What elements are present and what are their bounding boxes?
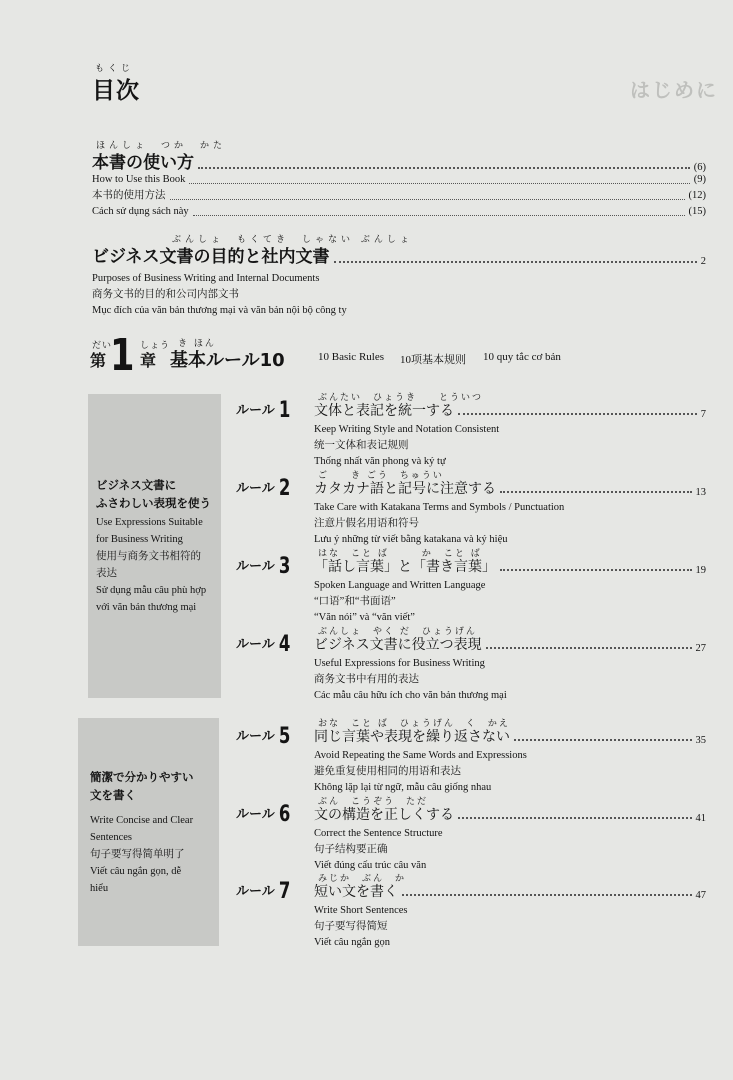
rule-en: Spoken Language and Written Language bbox=[314, 580, 486, 591]
rule-en: Correct the Sentence Structure bbox=[314, 828, 443, 839]
rule-ruby: おな こと ば ひょうげん く かえ bbox=[318, 719, 510, 729]
rule-group-box-concise bbox=[78, 718, 219, 946]
leader-dots bbox=[193, 215, 685, 216]
rule-number: 1 bbox=[278, 398, 291, 423]
group-title-line: ふさわしい表現を使う bbox=[96, 496, 211, 510]
rule-ruby: ご き ごう ちゅうい bbox=[318, 471, 444, 481]
rule-en: Avoid Repeating the Same Words and Expressions bbox=[314, 750, 527, 761]
page-number: 13 bbox=[695, 487, 706, 498]
rule-word: ルール bbox=[236, 403, 275, 418]
rule-zh: 避免重复使用相同的用语和表达 bbox=[314, 766, 461, 777]
rule-zh: 统一文体和表记规则 bbox=[314, 440, 409, 451]
rule-number: 7 bbox=[278, 879, 291, 904]
toc-entry-sub[interactable] bbox=[92, 188, 706, 204]
rule-title-row bbox=[314, 478, 706, 498]
leader-dots bbox=[458, 413, 697, 415]
group-line: hiểu bbox=[90, 883, 109, 894]
leader-dots bbox=[334, 261, 697, 263]
rule-label bbox=[236, 554, 292, 579]
rule-vi: Lưu ý những từ viết bằng katakana và ký hiệu bbox=[314, 534, 508, 545]
chapter-heading bbox=[90, 330, 690, 380]
rule-vi: “Văn nói” và “văn viết” bbox=[314, 612, 415, 623]
group-title-line: 文を書く bbox=[90, 788, 136, 802]
section-sub-en: Purposes of Business Writing and Internal Documents bbox=[92, 273, 320, 284]
rule-entry[interactable] bbox=[236, 471, 706, 550]
rule-zh: 商务文书中有用的表达 bbox=[314, 674, 419, 685]
rule-word: ルール bbox=[236, 559, 275, 574]
leader-dots bbox=[189, 183, 689, 184]
rule-title: 「話し言葉」と「書き言葉」 bbox=[314, 559, 496, 575]
section-ruby: ほんしょ つか かた bbox=[96, 141, 227, 151]
rule-title-row bbox=[314, 804, 706, 824]
rule-title: カタカナ語と記号に注意する bbox=[314, 481, 496, 497]
rule-label bbox=[236, 802, 292, 827]
page-number: 7 bbox=[700, 409, 706, 420]
rule-label bbox=[236, 476, 292, 501]
rule-en: Useful Expressions for Business Writing bbox=[314, 658, 485, 669]
section-sub-vi: Mục đích của văn bản thương mại và văn bản nội bộ công ty bbox=[92, 305, 347, 316]
rule-ruby: ぶん こうぞう ただ bbox=[318, 797, 429, 807]
rule-ruby: はな こと ば か こと ば bbox=[318, 549, 482, 559]
section-ruby: ぶんしょ もくてき しゃない ぶんしょ bbox=[172, 235, 413, 245]
page-number: 2 bbox=[700, 256, 706, 267]
toc-entry-how-to-use[interactable] bbox=[92, 148, 706, 173]
rule-word: ルール bbox=[236, 884, 275, 899]
chapter-title-zh: 10项基本规则 bbox=[400, 354, 466, 366]
group-line: Sử dụng mẫu câu phù hợp bbox=[96, 585, 207, 596]
rule-ruby: ぶんたい ひょうき とういつ bbox=[318, 393, 484, 403]
rule-en: Write Short Sentences bbox=[314, 905, 408, 916]
rule-ruby: ぶんしょ やく だ ひょうげん bbox=[318, 627, 477, 637]
rule-number: 4 bbox=[278, 632, 291, 657]
group-title-line: 簡潔で分かりやすい bbox=[90, 770, 194, 784]
leader-dots bbox=[500, 569, 692, 571]
rule-word: ルール bbox=[236, 729, 275, 744]
rule-title: 文体と表記を統一する bbox=[314, 403, 454, 419]
rule-entry[interactable] bbox=[236, 627, 706, 706]
section-sub-zh: 商务文书的目的和公司内部文书 bbox=[92, 289, 239, 300]
rule-number: 5 bbox=[278, 724, 291, 749]
leader-dots bbox=[198, 167, 690, 169]
chapter-title-vi: 10 quy tắc cơ bản bbox=[483, 351, 561, 363]
page-number: 47 bbox=[695, 890, 706, 901]
section-title: ビジネス文書の目的と社内文書 bbox=[92, 247, 330, 267]
rule-label bbox=[236, 398, 292, 423]
page-number: 35 bbox=[695, 735, 706, 746]
rule-title: 短い文を書く bbox=[314, 884, 398, 900]
chapter-shou-ruby: しょう bbox=[140, 341, 171, 351]
right-page-edge-text: はじめに bbox=[630, 78, 718, 102]
rule-number: 3 bbox=[278, 554, 291, 579]
rule-title: 文の構造を正しくする bbox=[314, 807, 454, 823]
rule-title-row bbox=[314, 881, 706, 901]
section-title: 本書の使い方 bbox=[92, 153, 194, 173]
leader-dots bbox=[402, 894, 692, 896]
rule-number: 6 bbox=[278, 802, 291, 827]
page-number: 19 bbox=[695, 565, 706, 576]
group-line: for Business Writing bbox=[96, 534, 183, 545]
rule-vi: Các mẫu câu hữu ích cho văn bản thương mại bbox=[314, 690, 507, 701]
rule-label bbox=[236, 632, 292, 657]
rule-entry[interactable] bbox=[236, 393, 706, 472]
rule-word: ルール bbox=[236, 807, 275, 822]
rule-entry[interactable] bbox=[236, 719, 706, 798]
leader-dots bbox=[486, 647, 692, 649]
rule-title: ビジネス文書に役立つ表現 bbox=[314, 637, 482, 653]
group-line: Viết câu ngắn gọn, dễ bbox=[90, 866, 182, 877]
group-line: với văn bản thương mại bbox=[96, 602, 197, 613]
toc-entry-purposes[interactable] bbox=[92, 242, 706, 267]
toc-entry-sub[interactable] bbox=[92, 204, 706, 220]
rule-title-row bbox=[314, 634, 706, 654]
rule-title-row bbox=[314, 400, 706, 420]
sub-title: Cách sử dụng sách này bbox=[92, 206, 189, 217]
toc-title: 目次 bbox=[92, 78, 140, 104]
leader-dots bbox=[514, 739, 692, 741]
rule-zh: “口语”和“书面语” bbox=[314, 596, 396, 607]
rule-zh: 句子要写得简短 bbox=[314, 921, 388, 932]
chapter-shou: 章 bbox=[140, 351, 157, 370]
leader-dots bbox=[458, 817, 692, 819]
rule-vi: Viết đúng cấu trúc câu văn bbox=[314, 860, 427, 871]
rule-word: ルール bbox=[236, 637, 275, 652]
group-title-line: ビジネス文書に bbox=[96, 478, 177, 492]
page-number: 27 bbox=[695, 643, 706, 654]
rule-number: 2 bbox=[278, 476, 291, 501]
group-line: 使用与商务文书相符的 bbox=[96, 551, 201, 562]
rule-zh: 句子结构要正确 bbox=[314, 844, 388, 855]
chapter-number: 1 bbox=[110, 330, 135, 381]
group-line: Write Concise and Clear bbox=[90, 815, 194, 826]
page-number: (9) bbox=[693, 174, 706, 185]
rule-vi: Viết câu ngắn gọn bbox=[314, 937, 391, 948]
page-number: (12) bbox=[688, 190, 706, 201]
rule-title-row bbox=[314, 726, 706, 746]
rule-vi: Không lặp lại từ ngữ, mẫu câu giống nhau bbox=[314, 782, 492, 793]
chapter-title-en: 10 Basic Rules bbox=[318, 351, 384, 363]
chapter-title: 基本ルール10 bbox=[170, 350, 285, 371]
leader-dots bbox=[500, 491, 692, 493]
chapter-dai: 第 bbox=[90, 351, 107, 370]
rule-en: Take Care with Katakana Terms and Symbols / Punctuation bbox=[314, 502, 565, 513]
chapter-title-ruby: き ほん bbox=[178, 339, 216, 349]
group-line: 句子要写得简单明了 bbox=[90, 849, 185, 860]
rule-label bbox=[236, 724, 292, 749]
rule-title: 同じ言葉や表現を繰り返さない bbox=[314, 729, 510, 745]
rule-zh: 注意片假名用语和符号 bbox=[314, 518, 419, 529]
leader-dots bbox=[170, 199, 685, 200]
toc-entry-sub[interactable] bbox=[92, 172, 706, 188]
group-line: 表达 bbox=[96, 568, 117, 579]
rule-group-box-expressions bbox=[88, 394, 221, 698]
rule-en: Keep Writing Style and Notation Consistent bbox=[314, 424, 500, 435]
rule-label bbox=[236, 879, 292, 904]
page-number: (15) bbox=[688, 206, 706, 217]
rule-ruby: みじか ぶん か bbox=[318, 874, 407, 884]
toc-ruby: もくじ bbox=[95, 64, 135, 74]
page-number: (6) bbox=[693, 162, 706, 173]
rule-entry[interactable] bbox=[236, 549, 706, 628]
sub-title: 本书的使用方法 bbox=[92, 190, 166, 201]
rule-title-row bbox=[314, 556, 706, 576]
sub-title: How to Use this Book bbox=[92, 174, 186, 185]
group-line: Sentences bbox=[90, 832, 132, 843]
page-number: 41 bbox=[695, 813, 706, 824]
rule-word: ルール bbox=[236, 481, 275, 496]
rule-entry[interactable] bbox=[236, 874, 706, 953]
group-line: Use Expressions Suitable bbox=[96, 517, 203, 528]
rule-vi: Thống nhất văn phong và ký tự bbox=[314, 456, 446, 467]
rule-entry[interactable] bbox=[236, 797, 706, 876]
chapter-dai-ruby: だい bbox=[92, 341, 113, 351]
